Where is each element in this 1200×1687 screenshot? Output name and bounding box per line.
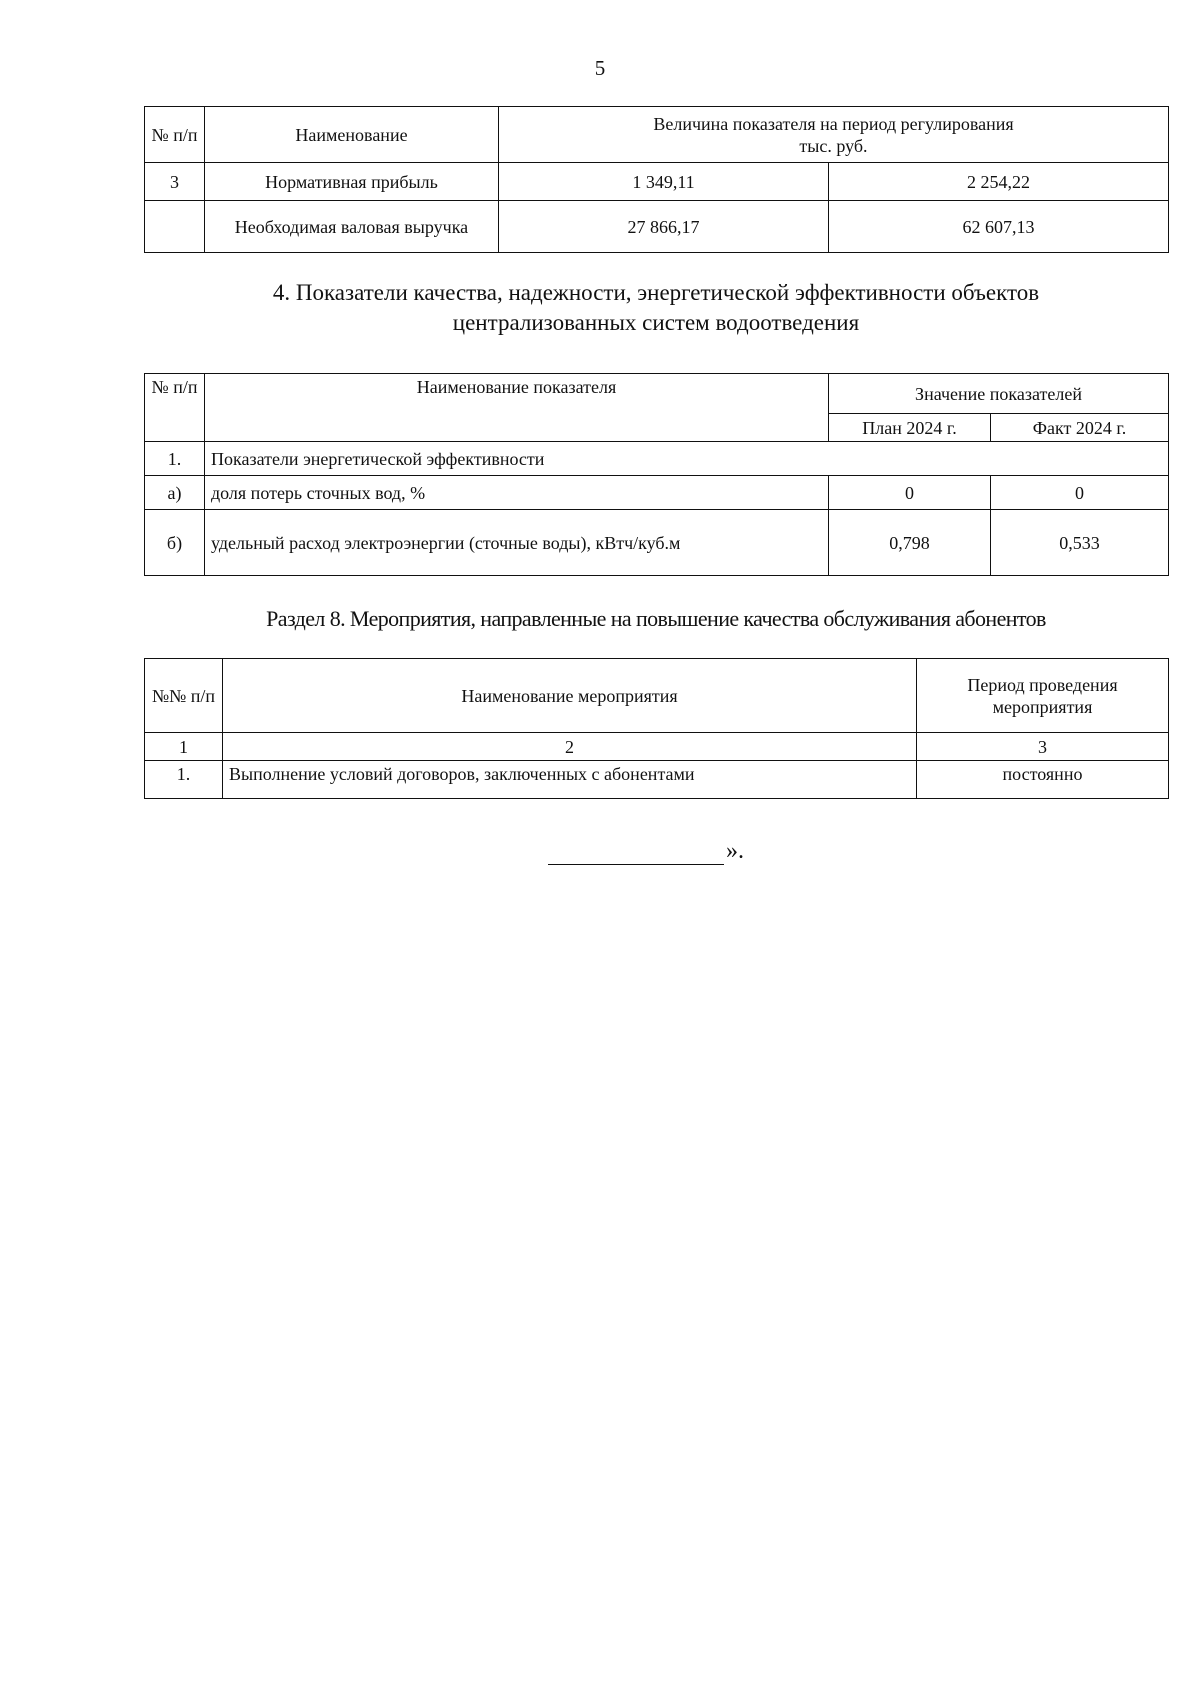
closing-mark bbox=[548, 838, 744, 870]
header-name: Наименование bbox=[205, 107, 499, 163]
row-name: удельный расход электроэнергии (сточные воды), кВтч/куб.м bbox=[205, 510, 829, 576]
section-4-title bbox=[144, 278, 1168, 338]
header-num: №№ п/п bbox=[145, 659, 223, 733]
row-plan: 0 bbox=[829, 476, 991, 510]
header-num: № п/п bbox=[145, 107, 205, 163]
quality-indicators-table bbox=[144, 373, 1169, 576]
section-4-title-line2: централизованных систем водоотведения bbox=[452, 310, 860, 335]
row-value-1: 1 349,11 bbox=[499, 163, 829, 201]
row-fact: 0 bbox=[991, 476, 1169, 510]
page-number: 5 bbox=[594, 56, 606, 80]
group-name: Показатели энергетической эффективности bbox=[205, 442, 1169, 476]
row-value-1: 27 866,17 bbox=[499, 201, 829, 253]
table-header-row bbox=[145, 374, 1169, 414]
section-8-title: Раздел 8. Мероприятия, направленные на повышение качества обслуживания абонентов bbox=[266, 606, 1046, 631]
table-row bbox=[145, 201, 1169, 253]
table-row bbox=[145, 761, 1169, 799]
header-value-line1: Величина показателя на период регулирования bbox=[653, 113, 1014, 134]
table-row bbox=[145, 163, 1169, 201]
header-period: Период проведения мероприятия bbox=[917, 659, 1169, 733]
row-num: 3 bbox=[145, 163, 205, 201]
index-col-3: 3 bbox=[917, 733, 1169, 761]
header-value bbox=[499, 107, 1169, 163]
row-num: 1. bbox=[145, 761, 223, 799]
row-period: постоянно bbox=[917, 761, 1169, 799]
financial-table bbox=[144, 106, 1169, 253]
measures-table bbox=[144, 658, 1169, 799]
row-name: Нормативная прибыль bbox=[205, 163, 499, 201]
group-num: 1. bbox=[145, 442, 205, 476]
row-name: доля потерь сточных вод, % bbox=[205, 476, 829, 510]
header-fact: Факт 2024 г. bbox=[991, 414, 1169, 442]
table-group-row bbox=[145, 442, 1169, 476]
header-name: Наименование показателя bbox=[205, 374, 829, 442]
row-name: Выполнение условий договоров, заключенных с абонентами bbox=[223, 761, 917, 799]
table-header-row bbox=[145, 107, 1169, 163]
row-num: а) bbox=[145, 476, 205, 510]
header-values: Значение показателей bbox=[829, 374, 1169, 414]
header-value-line2: тыс. руб. bbox=[799, 135, 868, 156]
index-col-2: 2 bbox=[223, 733, 917, 761]
table-row bbox=[145, 510, 1169, 576]
row-num: б) bbox=[145, 510, 205, 576]
table-index-row bbox=[145, 733, 1169, 761]
header-num: № п/п bbox=[145, 374, 205, 442]
row-num bbox=[145, 201, 205, 253]
section-4-title-line1: 4. Показатели качества, надежности, энергетической эффективности объектов bbox=[272, 280, 1040, 305]
table-header-row bbox=[145, 659, 1169, 733]
table-row bbox=[145, 476, 1169, 510]
row-fact: 0,533 bbox=[991, 510, 1169, 576]
closing-quote: ». bbox=[726, 838, 744, 864]
header-plan: План 2024 г. bbox=[829, 414, 991, 442]
row-plan: 0,798 bbox=[829, 510, 991, 576]
row-value-2: 62 607,13 bbox=[829, 201, 1169, 253]
row-name: Необходимая валовая выручка bbox=[205, 201, 499, 253]
header-name: Наименование мероприятия bbox=[223, 659, 917, 733]
index-col-1: 1 bbox=[145, 733, 223, 761]
row-value-2: 2 254,22 bbox=[829, 163, 1169, 201]
closing-underline bbox=[548, 842, 724, 865]
